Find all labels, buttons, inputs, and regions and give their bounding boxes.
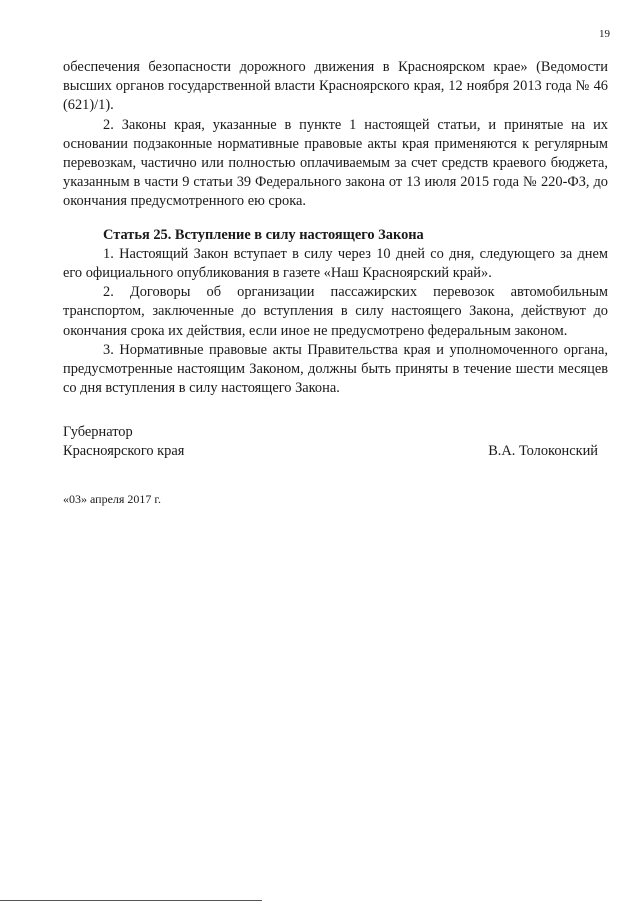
paragraph-item-2: 2. Законы края, указанные в пункте 1 настоящей статьи, и принятые на их основании подзаконные нормативные правовые акты края применяются к регулярным перевозкам, частично или полностью оплачиваемым за счет средств краевого бюджета, указанным в части 9 статьи 39 Федерального закона от 13 июля 2015 года № 220-ФЗ, до окончания предусмотренного ею срока. (63, 116, 608, 210)
signing-date: «03» апреля 2017 г. (63, 492, 161, 506)
footer-divider (0, 900, 262, 901)
paragraph-continuation: обеспечения безопасности дорожного движения в Красноярском крае» (Ведомости высших органов государственной власти Красноярского края, 12 ноября 2013 года № 46 (621)/1). (63, 59, 608, 114)
paragraph-article25-item-3: 3. Нормативные правовые акты Правительства края и уполномоченного органа, предусмотренные настоящим Законом, должны быть приняты в течение шести месяцев со дня вступления в силу настоящего Закона. (63, 341, 608, 397)
paragraph-article25-item-2: 2. Договоры об организации пассажирских перевозок автомобильным транспортом, заключенные до вступления в силу настоящего Закона, действуют до окончания срока их действия, если иное не предусмотрено федеральным законом. (63, 284, 608, 339)
signatory-name: В.А. Толоконский (488, 443, 598, 460)
document-body (63, 58, 608, 398)
signatory-title-line1: Губернатор (63, 424, 133, 440)
signature-block (63, 423, 608, 461)
signatory-title-line2: Красноярского края (63, 443, 185, 460)
page-number: 19 (599, 28, 610, 40)
article-heading: Статья 25. Вступление в силу настоящего Закона (103, 226, 424, 243)
paragraph-article25-item-1: 1. Настоящий Закон вступает в силу через 10 дней со дня, следующего за днем его официального опубликования в газете «Наш Красноярский край». (63, 245, 608, 282)
